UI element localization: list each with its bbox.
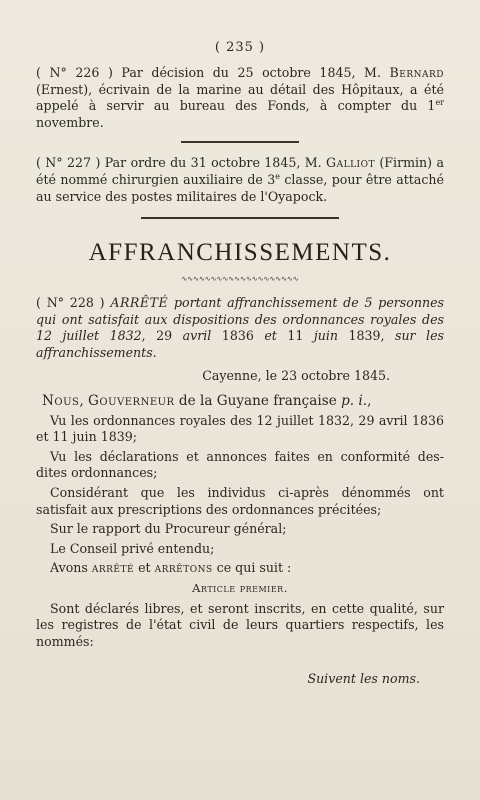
arrete-et: et	[264, 328, 277, 344]
gouverneur-rest: de la Guyane française	[174, 392, 342, 409]
body-line-5: Le Conseil privé entendu;	[50, 540, 215, 556]
body-line-6-b: et	[134, 560, 155, 576]
heading-ornament: ∿∿∿∿∿∿∿∿∿∿∿∿∿∿∿∿∿∿∿∿	[181, 275, 299, 284]
closing-note: Suivent les noms.	[307, 670, 420, 686]
separator-rule	[181, 141, 299, 143]
entry-226-text-a: Par décision du 25 octobre 1845, M.	[112, 65, 390, 80]
body-line-1: Vu les ordonnances royales des 12 juillet 1832, 29 avril 1836 et 11 juin 1839;	[36, 412, 444, 445]
separator-rule-long	[141, 217, 339, 219]
page-number: ( 235 )	[214, 40, 266, 55]
body-line-2: Vu les déclarations et annonces faites en conformité des-dites ordonnances;	[36, 448, 444, 481]
place-date: Cayenne, le 23 octobre 1845.	[202, 367, 390, 383]
body-line-3: Considérant que les individus ci-après dénommés ont satisfait aux prescriptions des ordonnances précitées;	[36, 484, 444, 517]
entry-226-text-b: (Ernest), écrivain de la marine au détail des Hôpitaux, a été appelé à servir au bureau des Fonds, à compter du 1	[36, 81, 444, 114]
arrete-date2-month: avril	[182, 328, 212, 344]
body-line-6-a: Avons	[50, 560, 92, 576]
arrete-date3-month: juin	[313, 328, 338, 344]
entry-226-name: Bernard	[389, 65, 444, 80]
entry-227-text-a: Par ordre du 31 octobre 1845, M.	[100, 155, 327, 171]
entry-227-text-b: (Firmin) a été nommé chirurgien auxiliaire de 3	[36, 155, 444, 187]
section-heading: AFFRANCHISSEMENTS.	[88, 239, 392, 267]
arrete-title	[36, 295, 444, 361]
arrete-number: ( N° 228 )	[36, 295, 105, 311]
body-line-6-arrete: arrêté	[91, 560, 135, 576]
body-line-7: Sont déclarés libres, et seront inscrits, en cette qualité, sur les registres de l'état civil de leurs quartiers respectifs, les nommés:	[36, 600, 444, 650]
body-line-6	[36, 560, 444, 577]
entry-226	[36, 65, 444, 131]
arrete-date1: 12 juillet 1832	[36, 328, 142, 344]
body-line-6-arretons: arrêtons	[154, 560, 213, 576]
entry-226-number: ( N° 226 )	[36, 65, 113, 80]
gouverneur-line: Nous, Gouverneur de la Guyane française p. i.,	[42, 392, 372, 409]
entry-227-text-c: classe, pour être attaché au service des postes militaires de l'Oyapock.	[36, 171, 444, 204]
entry-227-sup: e	[275, 171, 280, 181]
arrete-date3-year: 1839,	[337, 328, 395, 344]
arrete-title-part1: portant affranchissement de 5 personnes qui ont satisfait aux dispositions des ordonnances royales des	[36, 295, 444, 327]
entry-227-number: ( N° 227 )	[36, 155, 101, 171]
gouverneur-pi: p. i.	[341, 392, 368, 409]
arrete-date2-year: 1836	[211, 328, 265, 344]
gouverneur-nous: Nous	[42, 392, 80, 409]
article-heading: Article premier.	[192, 580, 288, 595]
entry-226-text-c: novembre.	[36, 114, 104, 130]
entry-227-name: Galliot	[326, 155, 375, 171]
body-line-6-c: ce qui suit :	[212, 560, 292, 576]
body-line-4: Sur le rapport du Procureur général;	[50, 521, 287, 537]
arrete-sep1: ,	[141, 328, 157, 344]
arrete-date3-day: 11	[276, 328, 314, 344]
entry-227	[36, 155, 444, 205]
arrete-word: ARRÊTÉ	[110, 295, 169, 311]
entry-226-sup: er	[435, 98, 444, 107]
arrete-title-part2: sur les affranchissements.	[36, 328, 444, 360]
arrete-date2-day: 29	[156, 328, 183, 344]
gouverneur-title: Gouverneur	[88, 392, 175, 409]
